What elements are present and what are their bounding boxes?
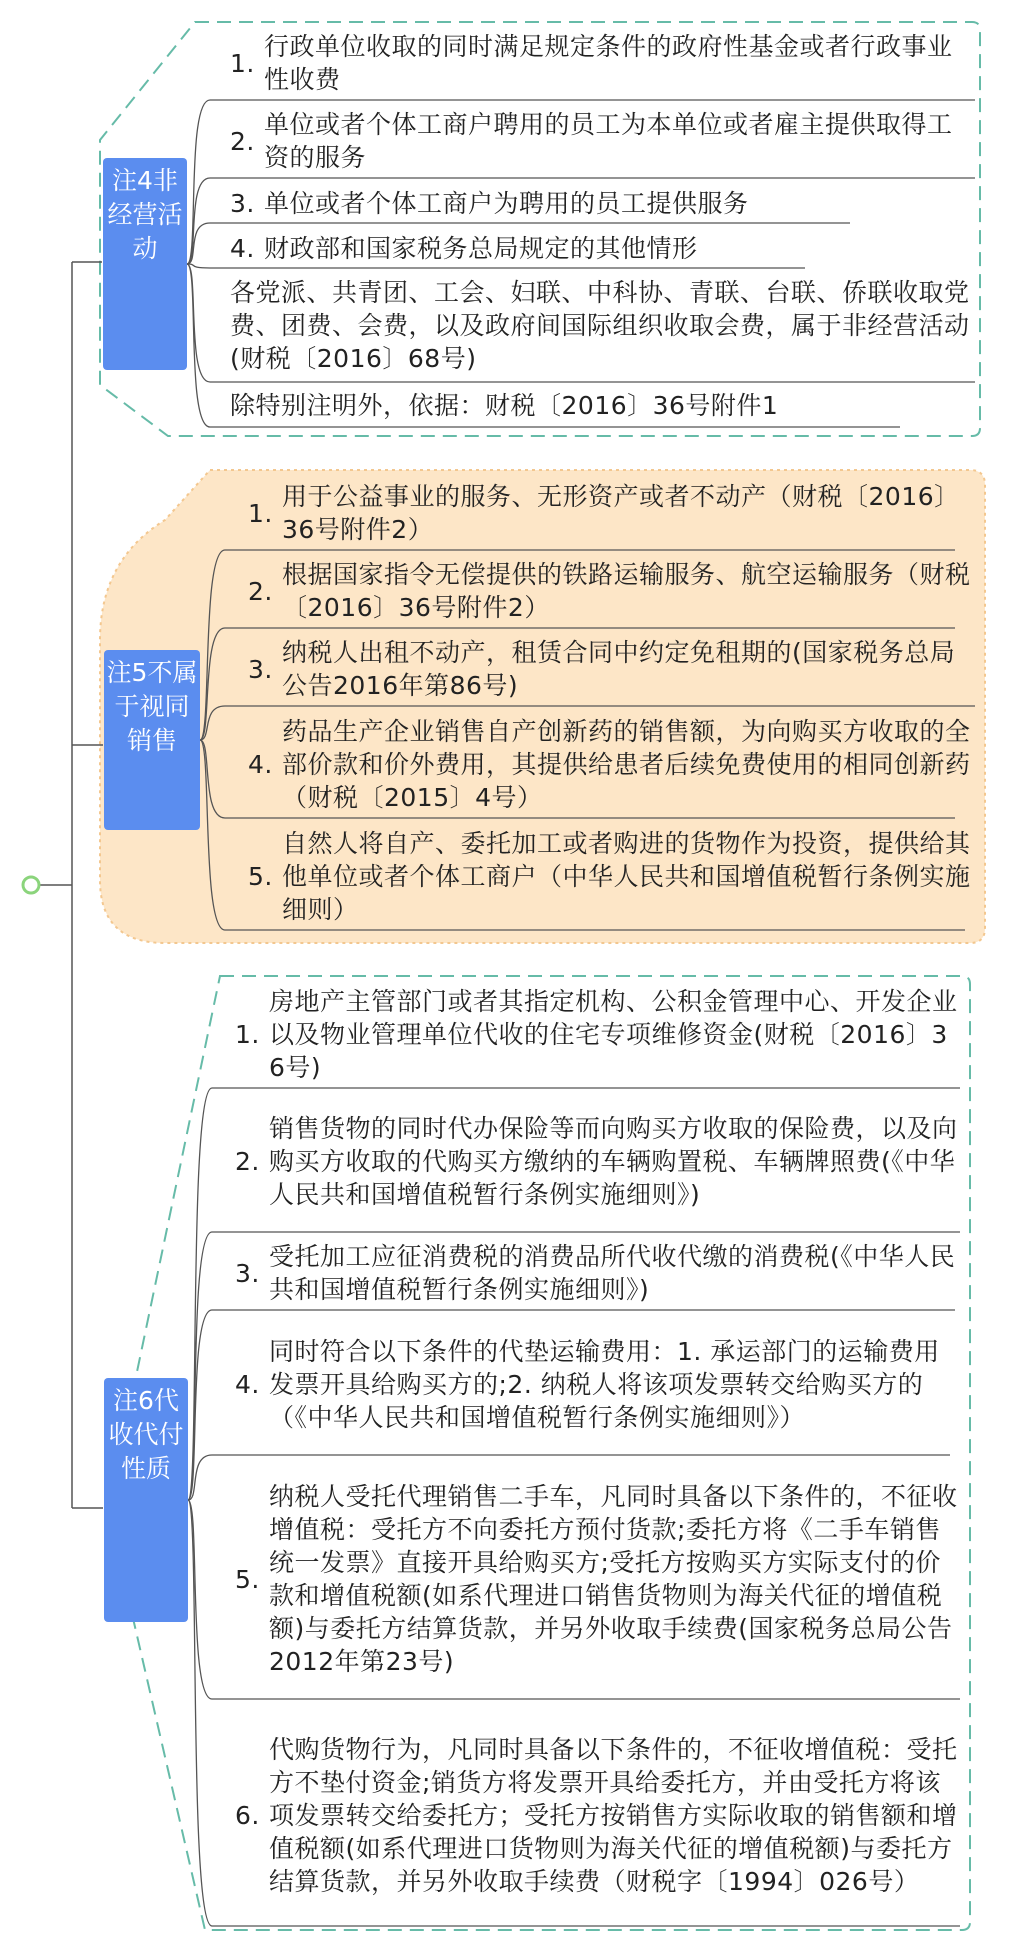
list-item <box>248 824 973 928</box>
list-item <box>235 1706 960 1924</box>
item-text: 受托加工应征消费税的消费品所代收代缴的消费税(《中华人民共和国增值税暂行条例实施细则》) <box>269 1242 956 1304</box>
list-item <box>230 28 975 98</box>
item-text: 根据国家指令无偿提供的铁路运输服务、航空运输服务（财税〔2016〕36号附件2） <box>282 560 971 622</box>
list-item <box>235 1093 960 1230</box>
list-item <box>235 982 960 1086</box>
list-item <box>248 556 973 626</box>
branch-line <box>187 264 210 382</box>
item-number: 4. <box>230 233 255 263</box>
item-text: 纳税人受托代理销售二手车，凡同时具备以下条件的，不征收增值税：受托方不向委托方预付货款;委托方将《二手车销售统一发票》直接开具给购买方;受托方按购买方实际支付的价款和增值税额(如系代理进口销售货物则为海关代征的增值税额)与委托方结算货款，并另外收取手续费(国家税务总局公告2012年第23号) <box>269 1482 958 1676</box>
item-text: 单位或者个体工商户为聘用的员工提供服务 <box>264 188 749 218</box>
item-text: 各党派、共青团、工会、妇联、中科协、青联、台联、侨联收取党费、团费、会费，以及政府间国际组织收取会费，属于非经营活动(财税〔2016〕68号) <box>230 278 970 373</box>
list-item <box>230 389 975 425</box>
item-text: 单位或者个体工商户聘用的员工为本单位或者雇主提供取得工资的服务 <box>264 110 953 172</box>
branch-line <box>187 100 210 264</box>
item-text: 同时符合以下条件的代垫运输费用：1. 承运部门的运输费用发票开具给购买方的;2. 纳税人将该项发票转交给购买方的（《中华人民共和国增值税暂行条例实施细则》） <box>269 1337 940 1432</box>
item-number: 1. <box>248 498 273 528</box>
item-number: 1. <box>230 48 255 78</box>
item-text: 房地产主管部门或者其指定机构、公积金管理中心、开发企业以及物业管理单位代收的住宅专项维修资金(财税〔2016〕36号) <box>269 986 958 1082</box>
list-item <box>235 1461 960 1697</box>
item-number: 3. <box>248 654 273 684</box>
list-item <box>248 634 973 704</box>
branch-line <box>188 1088 212 1500</box>
item-text: 行政单位收取的同时满足规定条件的政府性基金或者行政事业性收费 <box>264 32 953 94</box>
item-text: 药品生产企业销售自产创新药的销售额，为向购买方收取的全部价款和价外费用，其提供给患者后续免费使用的相同创新药（财税〔2015〕4号） <box>282 716 971 812</box>
category-label[interactable]: 注4非经营活动 <box>103 158 187 370</box>
item-text: 用于公益事业的服务、无形资产或者不动产（财税〔2016〕36号附件2） <box>282 482 960 544</box>
item-text: 销售货物的同时代办保险等而向购买方收取的保险费，以及向购买方收取的代购买方缴纳的车辆购置税、车辆牌照费(《中华人民共和国增值税暂行条例实施细则》) <box>269 1114 958 1209</box>
category-label[interactable]: 注5不属于视同销售 <box>104 650 200 830</box>
list-item <box>235 1316 960 1453</box>
item-number: 3. <box>235 1258 260 1288</box>
list-item <box>248 478 973 548</box>
branch-line <box>188 1500 212 1926</box>
item-text: 财政部和国家税务总局规定的其他情形 <box>264 233 698 263</box>
list-item <box>248 712 973 816</box>
circle-node-icon[interactable] <box>23 877 39 893</box>
item-number: 5. <box>235 1564 260 1594</box>
branch-line <box>187 264 210 427</box>
branch-line <box>188 1232 212 1500</box>
item-number: 4. <box>235 1370 260 1399</box>
item-number: 2. <box>235 1147 260 1176</box>
item-number: 2. <box>230 126 255 156</box>
item-number: 6. <box>235 1800 260 1830</box>
item-number: 1. <box>235 1019 260 1049</box>
item-text: 自然人将自产、委托加工或者购进的货物作为投资，提供给其他单位或者个体工商户（中华人民共和国增值税暂行条例实施细则） <box>282 828 971 924</box>
branch-line <box>187 178 210 264</box>
list-item <box>230 276 975 380</box>
list-item <box>230 185 975 221</box>
item-text: 代购货物行为，凡同时具备以下条件的，不征收增值税：受托方不垫付资金;销货方将发票开具给委托方，并由受托方将该项发票转交给委托方；受托方按销售方实际收取的销售额和增值税额(如系代理进口货物则为海关代征的增值税额)与委托方结算货款，并另外收取手续费（财税字〔1994〕026号） <box>269 1734 958 1896</box>
item-text: 除特别注明外，依据：财税〔2016〕36号附件1 <box>230 391 779 420</box>
category-label[interactable]: 注6代收代付性质 <box>104 1378 188 1622</box>
item-number: 3. <box>230 188 255 218</box>
list-item <box>230 106 975 176</box>
item-text: 纳税人出租不动产，租赁合同中约定免租期的(国家税务总局公告2016年第86号) <box>282 638 956 700</box>
item-number: 4. <box>248 749 273 779</box>
list-item <box>235 1238 960 1308</box>
item-number: 2. <box>248 576 273 606</box>
list-item <box>230 230 975 266</box>
item-number: 5. <box>248 861 273 891</box>
